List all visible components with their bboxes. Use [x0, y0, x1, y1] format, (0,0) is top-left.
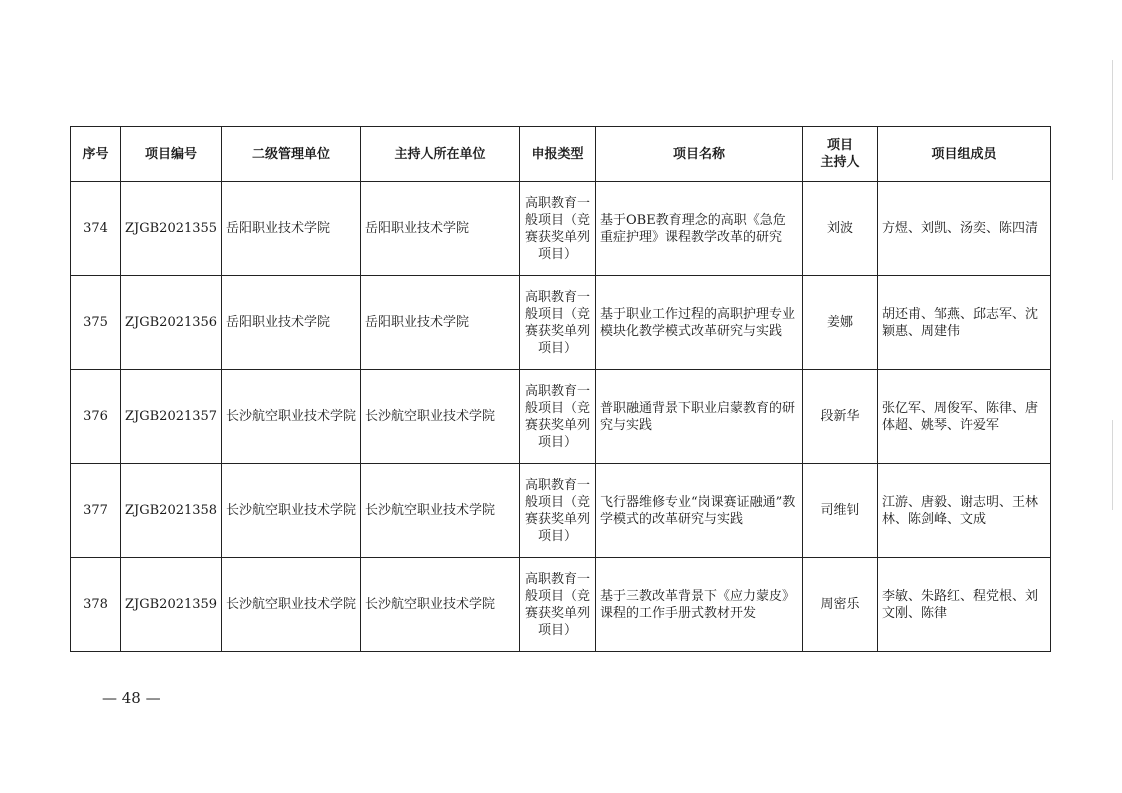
scan-edge-mark	[1112, 420, 1113, 510]
cell-seq: 377	[71, 464, 121, 558]
cell-code: ZJGB2021358	[121, 464, 222, 558]
table-row	[71, 370, 1051, 464]
cell-type: 高职教育一般项目（竞赛获奖单列项目）	[520, 182, 596, 276]
cell-leader: 周密乐	[803, 558, 878, 652]
cell-seq: 376	[71, 370, 121, 464]
header-host-unit: 主持人所在单位	[361, 127, 520, 182]
cell-unit: 长沙航空职业技术学院	[222, 558, 361, 652]
cell-type: 高职教育一般项目（竞赛获奖单列项目）	[520, 370, 596, 464]
cell-name: 普职融通背景下职业启蒙教育的研究与实践	[596, 370, 803, 464]
cell-host-unit: 长沙航空职业技术学院	[361, 464, 520, 558]
cell-host-unit: 长沙航空职业技术学院	[361, 370, 520, 464]
cell-members: 方煜、刘凯、汤奕、陈四清	[878, 182, 1051, 276]
cell-members: 江游、唐毅、谢志明、王林林、陈剑峰、文成	[878, 464, 1051, 558]
table-row	[71, 464, 1051, 558]
page-number: — 48 —	[102, 689, 161, 707]
cell-leader: 司维钊	[803, 464, 878, 558]
cell-host-unit: 岳阳职业技术学院	[361, 276, 520, 370]
scan-edge-mark	[1112, 60, 1113, 180]
cell-unit: 岳阳职业技术学院	[222, 276, 361, 370]
cell-host-unit: 岳阳职业技术学院	[361, 182, 520, 276]
cell-name: 基于三教改革背景下《应力蒙皮》课程的工作手册式教材开发	[596, 558, 803, 652]
cell-type: 高职教育一般项目（竞赛获奖单列项目）	[520, 464, 596, 558]
cell-unit: 岳阳职业技术学院	[222, 182, 361, 276]
cell-code: ZJGB2021359	[121, 558, 222, 652]
cell-members: 张亿军、周俊军、陈律、唐体超、姚琴、许爱军	[878, 370, 1051, 464]
cell-seq: 378	[71, 558, 121, 652]
cell-name: 基于职业工作过程的高职护理专业模块化教学模式改革研究与实践	[596, 276, 803, 370]
cell-leader: 段新华	[803, 370, 878, 464]
table-row	[71, 276, 1051, 370]
table-row	[71, 182, 1051, 276]
table-header-row	[71, 127, 1051, 182]
cell-members: 胡还甫、邹燕、邱志军、沈颖惠、周建伟	[878, 276, 1051, 370]
cell-unit: 长沙航空职业技术学院	[222, 370, 361, 464]
header-code: 项目编号	[121, 127, 222, 182]
cell-code: ZJGB2021355	[121, 182, 222, 276]
cell-unit: 长沙航空职业技术学院	[222, 464, 361, 558]
header-seq: 序号	[71, 127, 121, 182]
cell-leader: 姜娜	[803, 276, 878, 370]
cell-seq: 375	[71, 276, 121, 370]
header-name: 项目名称	[596, 127, 803, 182]
table-row	[71, 558, 1051, 652]
cell-type: 高职教育一般项目（竞赛获奖单列项目）	[520, 276, 596, 370]
cell-leader: 刘波	[803, 182, 878, 276]
cell-type: 高职教育一般项目（竞赛获奖单列项目）	[520, 558, 596, 652]
header-type: 申报类型	[520, 127, 596, 182]
cell-name: 基于OBE教育理念的高职《急危重症护理》课程教学改革的研究	[596, 182, 803, 276]
header-leader	[803, 127, 878, 182]
cell-members: 李敏、朱路红、程党根、刘文刚、陈律	[878, 558, 1051, 652]
cell-code: ZJGB2021357	[121, 370, 222, 464]
header-leader-line1: 项目	[826, 138, 853, 153]
header-members: 项目组成员	[878, 127, 1051, 182]
header-leader-line2: 主持人	[820, 155, 860, 170]
cell-code: ZJGB2021356	[121, 276, 222, 370]
cell-host-unit: 长沙航空职业技术学院	[361, 558, 520, 652]
project-table	[70, 126, 1051, 652]
cell-name: 飞行器维修专业“岗课赛证融通”教学模式的改革研究与实践	[596, 464, 803, 558]
header-unit: 二级管理单位	[222, 127, 361, 182]
cell-seq: 374	[71, 182, 121, 276]
